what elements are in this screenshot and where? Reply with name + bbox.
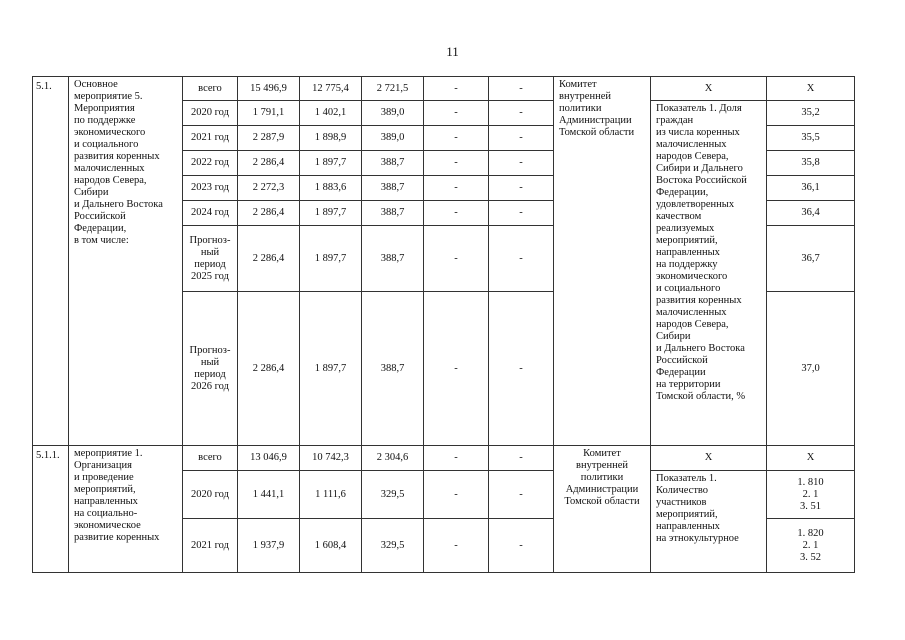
- value-cell: 35,5: [767, 126, 855, 151]
- regional-cell: 329,5: [362, 519, 424, 573]
- local-cell: -: [424, 126, 489, 151]
- period-cell: всего: [183, 77, 238, 101]
- item-number: 5.1.: [33, 77, 69, 446]
- other-cell: -: [489, 126, 554, 151]
- local-cell: -: [424, 226, 489, 292]
- indicator-text: Показатель 1. Количество участников мероприятий, направленных на этнокультурное: [651, 471, 767, 573]
- local-cell: -: [424, 292, 489, 446]
- regional-cell: 388,7: [362, 176, 424, 201]
- regional-cell: 329,5: [362, 471, 424, 519]
- period-cell: 2020 год: [183, 101, 238, 126]
- item-number: 5.1.1.: [33, 446, 69, 573]
- value-cell: 1. 810 2. 1 3. 51: [767, 471, 855, 519]
- other-cell: -: [489, 471, 554, 519]
- measures-table: [32, 76, 855, 573]
- regional-cell: 2 304,6: [362, 446, 424, 471]
- item-title: мероприятие 1. Организация и проведение мероприятий, направленных на социально- экономическое развитие коренных: [69, 446, 183, 573]
- total-cell: 2 272,3: [238, 176, 300, 201]
- local-cell: -: [424, 101, 489, 126]
- indicator-header: Х: [651, 446, 767, 471]
- total-cell: 1 937,9: [238, 519, 300, 573]
- federal-cell: 1 897,7: [300, 292, 362, 446]
- period-cell: всего: [183, 446, 238, 471]
- executor-cell: Комитет внутренней политики Администрации Томской области: [554, 446, 651, 573]
- other-cell: -: [489, 201, 554, 226]
- regional-cell: 389,0: [362, 101, 424, 126]
- regional-cell: 389,0: [362, 126, 424, 151]
- value-cell: 35,8: [767, 151, 855, 176]
- federal-cell: 1 897,7: [300, 201, 362, 226]
- regional-cell: 388,7: [362, 292, 424, 446]
- period-cell: Прогноз- ный период 2025 год: [183, 226, 238, 292]
- local-cell: -: [424, 176, 489, 201]
- period-cell: 2024 год: [183, 201, 238, 226]
- other-cell: -: [489, 77, 554, 101]
- total-cell: 2 286,4: [238, 292, 300, 446]
- regional-cell: 388,7: [362, 226, 424, 292]
- regional-cell: 388,7: [362, 201, 424, 226]
- federal-cell: 1 111,6: [300, 471, 362, 519]
- other-cell: -: [489, 226, 554, 292]
- federal-cell: 1 898,9: [300, 126, 362, 151]
- other-cell: -: [489, 176, 554, 201]
- regional-cell: 388,7: [362, 151, 424, 176]
- executor-cell: Комитет внутренней политики Администрации Томской области: [554, 77, 651, 446]
- federal-cell: 10 742,3: [300, 446, 362, 471]
- total-cell: 13 046,9: [238, 446, 300, 471]
- value-cell: 1. 820 2. 1 3. 52: [767, 519, 855, 573]
- federal-cell: 1 897,7: [300, 151, 362, 176]
- table-row: [33, 77, 855, 101]
- value-cell: 36,7: [767, 226, 855, 292]
- indicator-text: Показатель 1. Доля граждан из числа коренных малочисленных народов Севера, Сибири и Дальнего Востока Российской Федерации, удовлетворенных качеством реализуемых мероприятий, направленных на поддержку экономического и социального развития коренных малочисленных народов Севера, Сибири и Дальнего Востока Российской Федерации на территории Томской области, %: [651, 101, 767, 446]
- other-cell: -: [489, 292, 554, 446]
- federal-cell: 1 897,7: [300, 226, 362, 292]
- other-cell: -: [489, 101, 554, 126]
- local-cell: -: [424, 471, 489, 519]
- period-cell: 2020 год: [183, 471, 238, 519]
- value-header: Х: [767, 77, 855, 101]
- total-cell: 2 286,4: [238, 226, 300, 292]
- period-cell: 2021 год: [183, 126, 238, 151]
- regional-cell: 2 721,5: [362, 77, 424, 101]
- period-cell: 2022 год: [183, 151, 238, 176]
- local-cell: -: [424, 201, 489, 226]
- period-cell: 2023 год: [183, 176, 238, 201]
- other-cell: -: [489, 151, 554, 176]
- value-cell: 36,1: [767, 176, 855, 201]
- federal-cell: 1 883,6: [300, 176, 362, 201]
- value-cell: 35,2: [767, 101, 855, 126]
- total-cell: 1 791,1: [238, 101, 300, 126]
- total-cell: 15 496,9: [238, 77, 300, 101]
- indicator-header: Х: [651, 77, 767, 101]
- other-cell: -: [489, 446, 554, 471]
- period-cell: 2021 год: [183, 519, 238, 573]
- total-cell: 2 287,9: [238, 126, 300, 151]
- local-cell: -: [424, 151, 489, 176]
- local-cell: -: [424, 77, 489, 101]
- table-row: [33, 446, 855, 471]
- local-cell: -: [424, 446, 489, 471]
- total-cell: 2 286,4: [238, 151, 300, 176]
- federal-cell: 1 402,1: [300, 101, 362, 126]
- value-cell: 36,4: [767, 201, 855, 226]
- value-cell: 37,0: [767, 292, 855, 446]
- page-number: 11: [446, 44, 459, 59]
- total-cell: 2 286,4: [238, 201, 300, 226]
- total-cell: 1 441,1: [238, 471, 300, 519]
- local-cell: -: [424, 519, 489, 573]
- federal-cell: 1 608,4: [300, 519, 362, 573]
- other-cell: -: [489, 519, 554, 573]
- period-cell: Прогноз- ный период 2026 год: [183, 292, 238, 446]
- value-header: Х: [767, 446, 855, 471]
- federal-cell: 12 775,4: [300, 77, 362, 101]
- item-title: Основное мероприятие 5. Мероприятия по поддержке экономического и социального развития коренных малочисленных народов Севера, Сибири и Дальнего Востока Российской Федерации, в том числе:: [69, 77, 183, 446]
